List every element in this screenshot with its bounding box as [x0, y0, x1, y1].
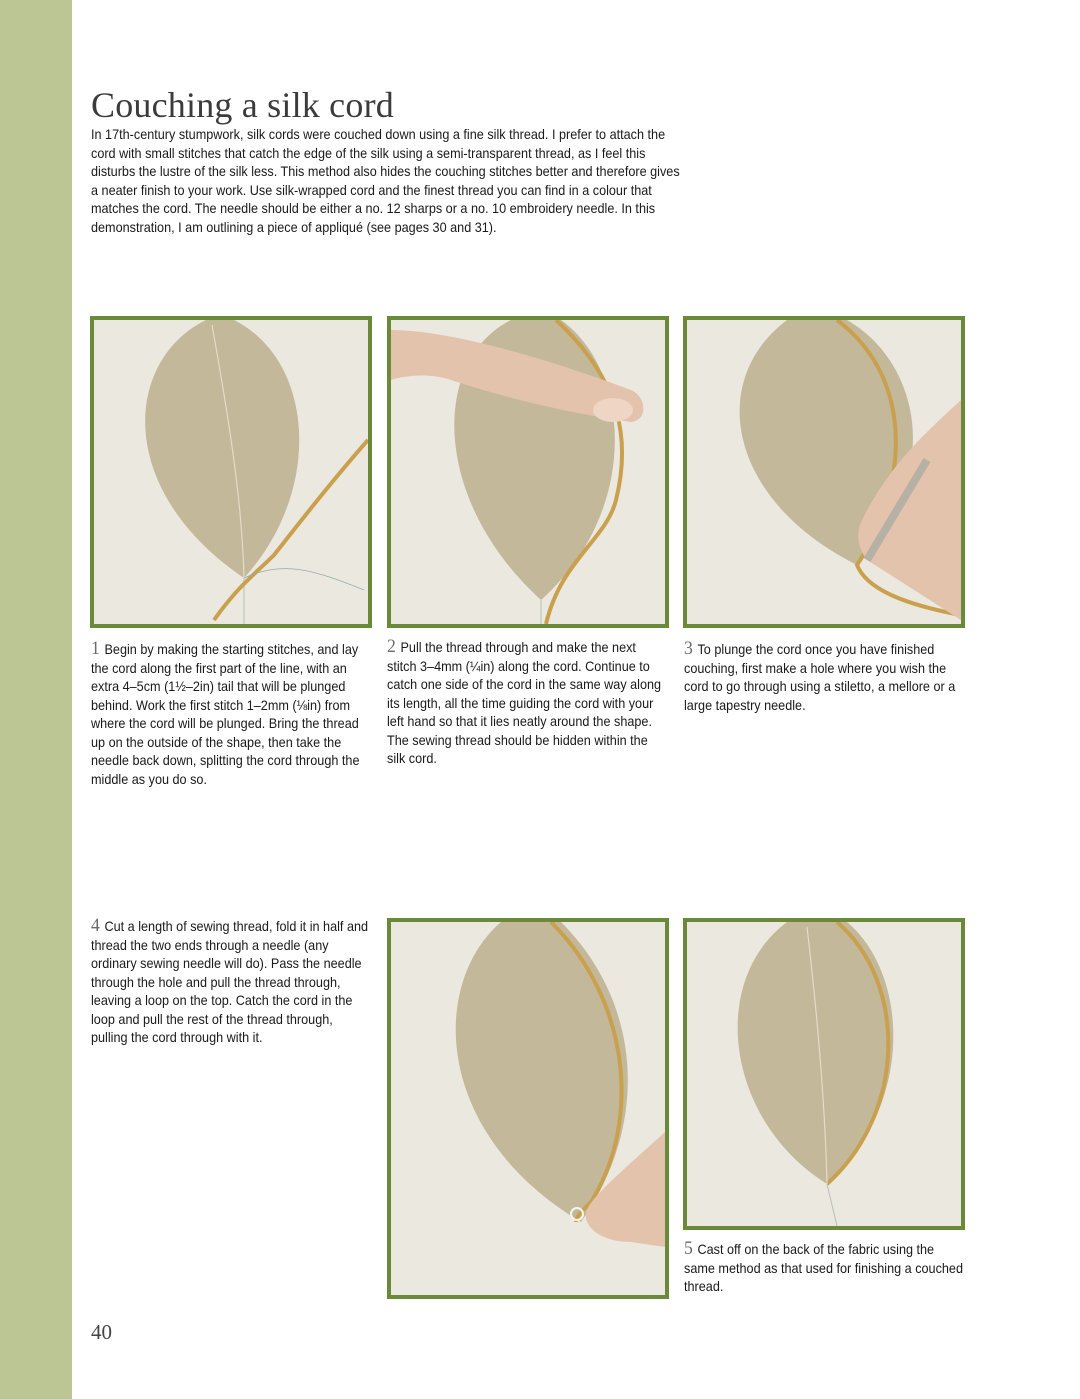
step-2-photo [387, 316, 669, 628]
step-4-caption: 4 Cut a length of sewing thread, fold it in half and thread the two ends through a needle (any ordinary sewing needle will do). Pass the needle through the hole and pull the thread through, leaving a loop on the top. Catch the cord in the loop and pull the rest of the thread through, pulling the cord through with it. [91, 915, 369, 1045]
page-sidebar-band [0, 0, 72, 1399]
step-5-caption: 5 Cast off on the back of the fabric using the same method as that used for finishing a couched thread. [684, 1238, 963, 1294]
intro-paragraph: In 17th-century stumpwork, silk cords were couched down using a fine silk thread. I prefer to attach the cord with small stitches that catch the edge of the silk using a semi-transparent thread, as I feel this disturbs the lustre of the silk less. This method also hides the couching stitches better and therefore gives a neater finish to your work. Use silk-wrapped cord and the finest thread you can find in a colour that matches the cord. The needle should be either a no. 12 sharps or a no. 10 embroidery needle. In this demonstration, I am outlining a piece of appliqué (see pages 30 and 31). [91, 127, 680, 235]
step-3-caption: 3 To plunge the cord once you have finished couching, first make a hole where you wish the cord to go through using a stiletto, a mellore or a large tapestry needle. [684, 638, 956, 713]
step-3-photo [683, 316, 965, 628]
step-1-caption: 1 Begin by making the starting stitches, and lay the cord along the first part of the line, with an extra 4–5cm (1½–2in) tail that will be plunged behind. Work the first stitch 1–2mm (⅛in) from where the cord will be plunged. Bring the thread up on the outside of the shape, then take the needle back down, splitting the cord through the middle as you do so. [91, 638, 360, 787]
step-2-caption: 2 Pull the thread through and make the next stitch 3–4mm (¼in) along the cord. Continue to catch one side of the cord in the same way along its length, all the time guiding the cord with your left hand so that it lies neatly around the shape. The sewing thread should be hidden within the silk cord. [387, 636, 662, 766]
step-4-photo [387, 918, 669, 1299]
page-number: 40 [91, 1320, 112, 1344]
page-title: Couching a silk cord [91, 85, 394, 125]
step-1-photo [90, 316, 372, 628]
step-5-photo [683, 918, 965, 1230]
